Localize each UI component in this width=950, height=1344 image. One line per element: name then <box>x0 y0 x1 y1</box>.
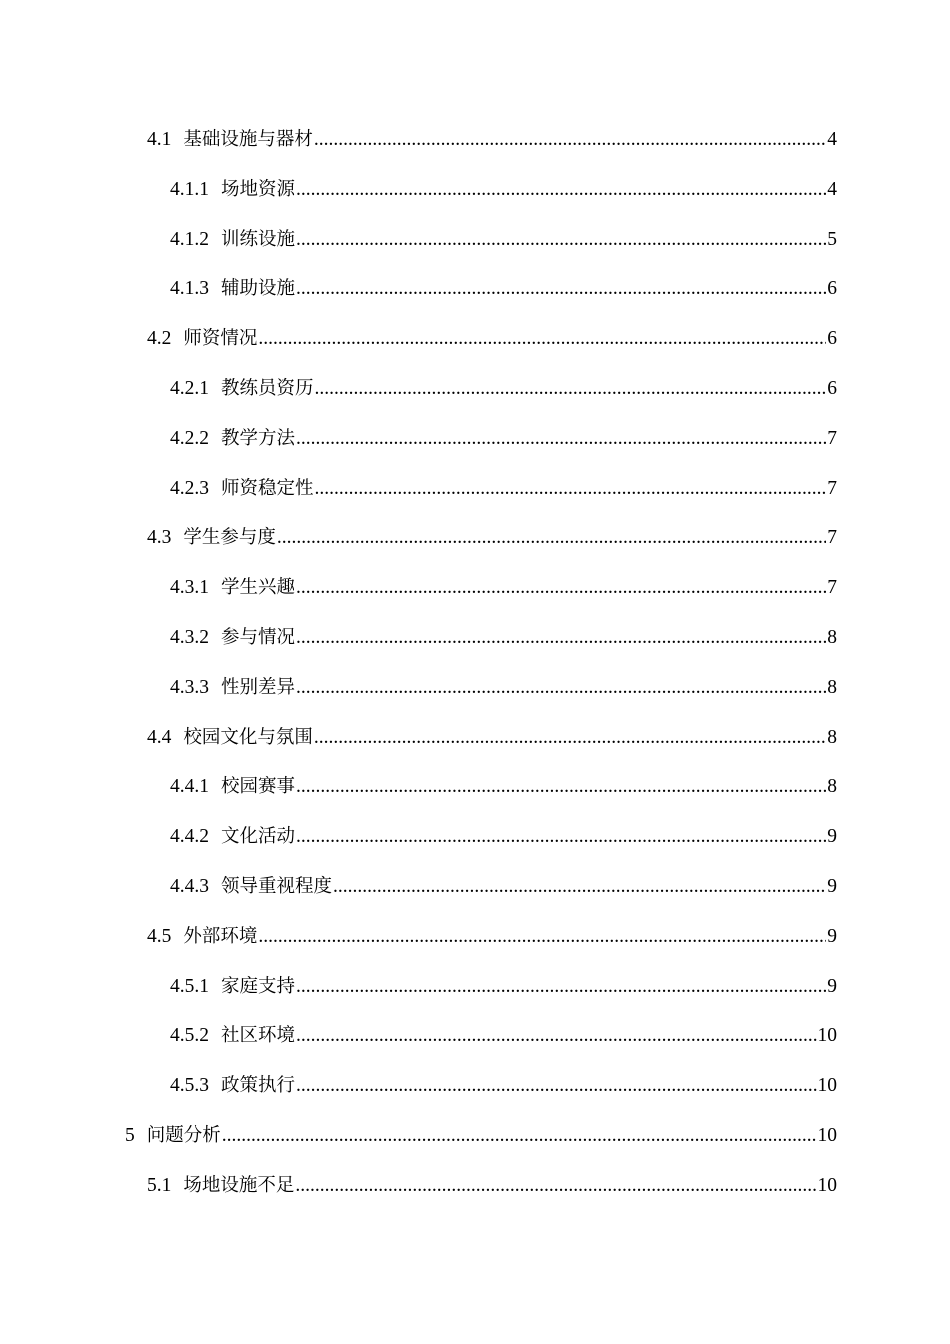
toc-entry-page-number: 8 <box>827 726 837 748</box>
toc-entry-4-4-3[interactable] <box>0 862 950 912</box>
toc-entry-page-number: 4 <box>827 129 837 150</box>
toc-entry-4-4[interactable] <box>0 713 950 763</box>
toc-entry-number: 5 <box>125 1124 135 1146</box>
toc-entry-page-number: 7 <box>827 577 837 599</box>
toc-entry-page-number: 9 <box>827 975 837 997</box>
toc-entry-page-number: 10 <box>817 1025 837 1047</box>
toc-dot-leader <box>295 1161 816 1211</box>
toc-dot-leader <box>296 165 826 215</box>
toc-dot-leader <box>296 215 826 265</box>
toc-entry-number: 4.3.1 <box>170 577 209 599</box>
toc-dot-leader <box>222 1111 817 1161</box>
toc-entry-4-1-2[interactable] <box>0 215 950 265</box>
toc-entry-number: 4.2.1 <box>170 377 209 399</box>
toc-entry-4-4-2[interactable] <box>0 812 950 862</box>
toc-entry-title: 校园赛事 <box>221 776 296 798</box>
toc-entry-title: 性别差异 <box>221 676 296 698</box>
toc-dot-leader <box>296 563 826 613</box>
toc-entry-title: 师资稳定性 <box>221 477 314 499</box>
toc-entry-page-number: 6 <box>827 377 837 399</box>
toc-entry-title: 基础设施与器材 <box>183 129 313 150</box>
toc-entry-title: 文化活动 <box>221 826 296 848</box>
toc-entry-title: 学生兴趣 <box>221 577 296 599</box>
toc-entry-4-4-1[interactable] <box>0 762 950 812</box>
toc-entry-title: 问题分析 <box>146 1124 221 1146</box>
toc-entry-4-3[interactable] <box>0 513 950 563</box>
toc-entry-number: 4.1.1 <box>170 178 209 200</box>
toc-entry-number: 4.2 <box>147 328 172 350</box>
toc-entry-title: 社区环境 <box>221 1025 296 1047</box>
toc-dot-leader <box>296 264 826 314</box>
toc-entry-4-5-3[interactable] <box>0 1061 950 1111</box>
toc-dot-leader <box>296 1061 816 1111</box>
toc-entry-title: 场地资源 <box>221 178 296 200</box>
toc-entry-4-3-3[interactable] <box>0 663 950 713</box>
toc-entry-number: 4.2.3 <box>170 477 209 499</box>
toc-dot-leader <box>315 464 827 514</box>
toc-entry-title: 学生参与度 <box>183 527 276 549</box>
toc-dot-leader <box>333 862 826 912</box>
toc-dot-leader <box>277 513 826 563</box>
toc-entry-4-2-1[interactable] <box>0 364 950 414</box>
toc-entry-number: 4.2.2 <box>170 427 209 449</box>
toc-entry-number: 4.4.2 <box>170 826 209 848</box>
toc-entry-title: 场地设施不足 <box>183 1174 295 1196</box>
toc-dot-leader <box>296 812 826 862</box>
toc-dot-leader <box>296 414 826 464</box>
toc-entry-page-number: 9 <box>827 875 837 897</box>
toc-entry-4-1[interactable] <box>0 115 950 165</box>
toc-dot-leader <box>315 364 827 414</box>
toc-entry-number: 4.5 <box>147 925 172 947</box>
toc-entry-title: 辅助设施 <box>221 278 296 300</box>
toc-entry-page-number: 6 <box>827 278 837 300</box>
toc-entry-number: 4.3.2 <box>170 626 209 648</box>
toc-entry-4-1-3[interactable] <box>0 264 950 314</box>
toc-entry-title: 政策执行 <box>221 1075 296 1097</box>
toc-entry-number: 4.5.1 <box>170 975 209 997</box>
toc-entry-number: 5.1 <box>147 1174 172 1196</box>
toc-entry-page-number: 9 <box>827 826 837 848</box>
toc-entry-page-number: 5 <box>827 228 837 250</box>
toc-entry-page-number: 8 <box>827 676 837 698</box>
toc-entry-4-5-2[interactable] <box>0 1011 950 1061</box>
toc-entry-page-number: 7 <box>827 477 837 499</box>
toc-entry-5[interactable] <box>0 1111 950 1161</box>
toc-entry-page-number: 4 <box>827 178 837 200</box>
toc-entry-title: 外部环境 <box>183 925 258 947</box>
toc-entry-page-number: 10 <box>817 1075 837 1097</box>
toc-entry-number: 4.3 <box>147 527 172 549</box>
toc-entry-title: 教学方法 <box>221 427 296 449</box>
toc-entry-4-1-1[interactable] <box>0 165 950 215</box>
toc-dot-leader <box>258 314 826 364</box>
toc-entry-title: 家庭支持 <box>221 975 296 997</box>
toc-dot-leader <box>258 912 826 962</box>
toc-entry-title: 师资情况 <box>183 328 258 350</box>
toc-entry-number: 4.1.3 <box>170 278 209 300</box>
toc-dot-leader <box>296 762 826 812</box>
toc-entry-title: 领导重视程度 <box>221 875 333 897</box>
toc-dot-leader <box>314 115 826 165</box>
toc-entry-page-number: 6 <box>827 328 837 350</box>
toc-entry-4-2-3[interactable] <box>0 464 950 514</box>
toc-entry-4-2-2[interactable] <box>0 414 950 464</box>
toc-entry-4-3-2[interactable] <box>0 613 950 663</box>
toc-entry-page-number: 10 <box>817 1124 837 1146</box>
toc-entry-number: 4.5.2 <box>170 1025 209 1047</box>
toc-entry-page-number: 9 <box>827 925 837 947</box>
toc-entry-number: 4.4 <box>147 726 172 748</box>
toc-entry-title: 教练员资历 <box>221 377 314 399</box>
toc-entry-number: 4.3.3 <box>170 676 209 698</box>
table-of-contents <box>0 115 950 1211</box>
toc-entry-title: 训练设施 <box>221 228 296 250</box>
toc-entry-4-2[interactable] <box>0 314 950 364</box>
toc-entry-page-number: 7 <box>827 527 837 549</box>
toc-entry-4-5-1[interactable] <box>0 962 950 1012</box>
toc-entry-number: 4.4.1 <box>170 776 209 798</box>
toc-dot-leader <box>296 663 826 713</box>
toc-entry-title: 参与情况 <box>221 626 296 648</box>
toc-entry-4-5[interactable] <box>0 912 950 962</box>
toc-entry-5-1[interactable] <box>0 1161 950 1211</box>
toc-entry-number: 4.1 <box>147 129 172 150</box>
toc-entry-number: 4.1.2 <box>170 228 209 250</box>
toc-entry-4-3-1[interactable] <box>0 563 950 613</box>
toc-dot-leader <box>314 713 826 763</box>
toc-entry-title: 校园文化与氛围 <box>183 726 313 748</box>
toc-entry-page-number: 8 <box>827 776 837 798</box>
toc-entry-page-number: 7 <box>827 427 837 449</box>
toc-entry-number: 4.5.3 <box>170 1075 209 1097</box>
toc-entry-number: 4.4.3 <box>170 875 209 897</box>
toc-dot-leader <box>296 613 826 663</box>
toc-dot-leader <box>296 1011 816 1061</box>
toc-dot-leader <box>296 962 826 1012</box>
toc-entry-page-number: 10 <box>817 1174 837 1196</box>
toc-entry-page-number: 8 <box>827 626 837 648</box>
